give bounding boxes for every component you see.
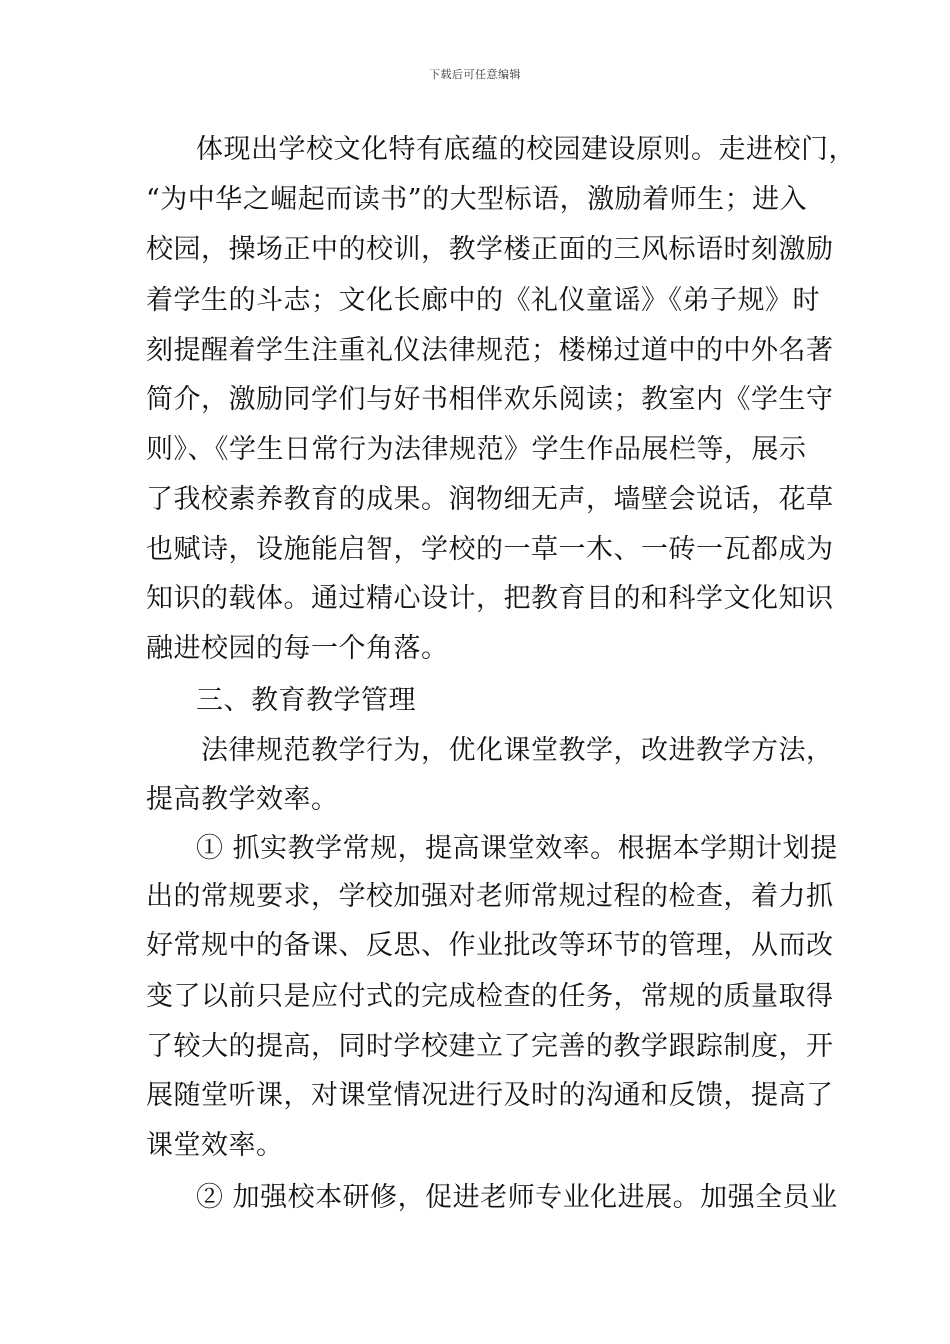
page-header: 下载后可任意编辑	[429, 68, 521, 81]
paragraph-line: 体现出学校文化特有底蕴的校园建设原则。走进校门，	[196, 134, 856, 165]
paragraph-line: “为中华之崛起而读书”的大型标语，激励着师生；进入	[146, 184, 808, 215]
paragraph-line: 法律规范教学行为，优化课堂教学，改进教学方法，	[201, 735, 834, 766]
paragraph-line: 课堂效率。	[146, 1130, 284, 1161]
paragraph-line: 校园，操场正中的校训，教学楼正面的三风标语时刻激励	[146, 234, 834, 265]
paragraph-line: 也赋诗，设施能启智，学校的一草一木、一砖一瓦都成为	[146, 534, 834, 565]
paragraph-line: ① 抓实教学常规，提高课堂效率。根据本学期计划提	[196, 833, 838, 864]
paragraph-line: 变了以前只是应付式的完成检查的任务，常规的质量取得	[146, 981, 834, 1012]
paragraph-line: 融进校园的每一个角落。	[146, 633, 449, 664]
paragraph-line: 提高教学效率。	[146, 784, 339, 815]
paragraph-line: 刻提醒着学生注重礼仪法律规范；楼梯过道中的中外名著	[146, 335, 834, 366]
paragraph-line: 了我校素养教育的成果。润物细无声，墙壁会说话，花草	[146, 484, 834, 515]
paragraph-line: 知识的载体。通过精心设计，把教育目的和科学文化知识	[146, 583, 834, 614]
paragraph-line: ② 加强校本研修，促进老师专业化进展。加强全员业	[196, 1182, 838, 1213]
paragraph-line: 出的常规要求，学校加强对老师常规过程的检查，着力抓	[146, 881, 834, 912]
paragraph-line: 着学生的斗志；文化长廊中的《礼仪童谣》《弟子规》时	[146, 285, 820, 316]
paragraph-line: 好常规中的备课、反思、作业批改等环节的管理，从而改	[146, 930, 834, 961]
paragraph-line: 则》、《学生日常行为法律规范》学生作品展栏等，展示	[146, 434, 807, 465]
paragraph-line: 了较大的提高，同时学校建立了完善的教学跟踪制度，开	[146, 1031, 834, 1062]
paragraph-line: 展随堂听课，对课堂情况进行及时的沟通和反馈，提高了	[146, 1080, 834, 1111]
section-heading: 三、教育教学管理	[196, 685, 416, 716]
paragraph-line: 简介，激励同学们与好书相伴欢乐阅读；教室内《学生守	[146, 384, 834, 415]
